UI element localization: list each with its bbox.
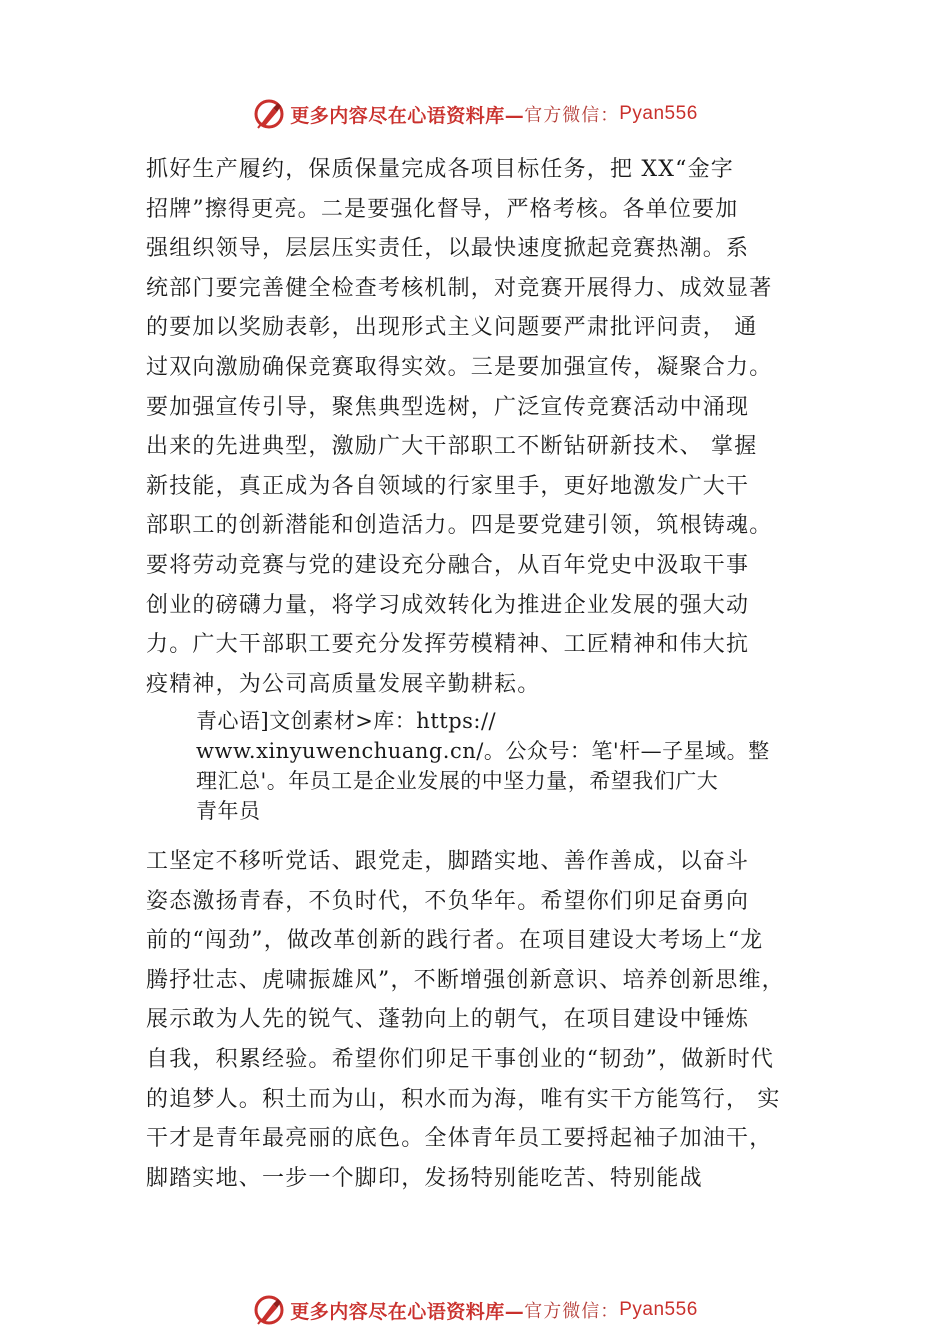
- paragraph-line: 力。广大干部职工要充分发挥劳模精神、工匠精神和伟大抗: [146, 632, 750, 658]
- paragraph-line: 要将劳动竞赛与党的建设充分融合，从百年党史中汲取干事: [146, 552, 750, 578]
- note-line: 理汇总'。年员工是企业发展的中坚力量，希望我们广大: [196, 769, 719, 793]
- paragraph-line: 姿态激扬青春，不负时代，不负华年。希望你们卯足奋勇向: [146, 888, 750, 914]
- paragraph-line: 的追梦人。积土而为山，积水而为海，唯有实干方能笃行， 实: [146, 1086, 781, 1112]
- paragraph-line: 要加强宣传引导，聚焦典型选树，广泛宣传竞赛活动中涌现: [146, 394, 750, 420]
- paragraph-line: 工坚定不移听党话、跟党走，脚踏实地、善作善成，以奋斗: [146, 849, 750, 874]
- paragraph-line: 新技能，真正成为各自领域的行家里手，更好地激发广大干: [146, 473, 750, 499]
- paragraph-line: 统部门要完善健全检查考核机制，对竞赛开展得力、成效显著: [146, 275, 773, 301]
- body-paragraph-1: [146, 150, 836, 704]
- header-wechat-label: 官方微信：: [524, 105, 620, 126]
- header-banner-text: 更多内容尽在心语资料库—: [290, 104, 525, 127]
- paragraph-line: 干才是青年最亮丽的底色。全体青年员工要捋起袖子加油干，: [146, 1126, 773, 1152]
- header-wechat-id: Pyan556: [619, 103, 698, 124]
- paragraph-line: 腾抒壮志、虎啸振雄风”，不断增强创新意识、培养创新思维，: [146, 967, 785, 993]
- paragraph-line: 招牌”擦得更亮。二是要强化督导，严格考核。各单位要加: [146, 196, 739, 222]
- paragraph-line: 自我，积累经验。希望你们卯足干事创业的“韧劲”，做新时代: [146, 1046, 775, 1072]
- body-paragraph-2: [146, 842, 836, 1198]
- footer-banner-text: 更多内容尽在心语资料库—: [290, 1300, 525, 1323]
- paragraph-line: 强组织领导，层层压实责任，以最快速度掀起竞赛热潮。系: [146, 236, 750, 262]
- note-line: 青年员: [196, 799, 261, 823]
- note-line: 青心语]文创素材>库：https://: [196, 709, 497, 733]
- paragraph-line: 创业的磅礴力量，将学习成效转化为推进企业发展的强大动: [146, 592, 750, 618]
- paragraph-line: 前的“闯劲”，做改革创新的践行者。在项目建设大考场上“龙: [146, 928, 764, 954]
- pen-nib-logo-icon: [252, 1293, 286, 1327]
- header-banner: [0, 94, 950, 134]
- paragraph-line: 疫精神，为公司高质量发展辛勤耕耘。: [146, 671, 541, 697]
- paragraph-line: 展示敢为人先的锐气、蓬勃向上的朝气，在项目建设中锤炼: [146, 1007, 750, 1033]
- paragraph-line: 过双向激励确保竞赛取得实效。三是要加强宣传，凝聚合力。: [146, 354, 773, 380]
- footer-wechat-label: 官方微信：: [524, 1301, 620, 1322]
- source-note: [196, 706, 836, 826]
- pen-nib-logo-icon: [252, 97, 286, 131]
- paragraph-line: 的要加以奖励表彰，出现形式主义问题要严肃批评问责， 通: [146, 315, 758, 341]
- paragraph-line: 抓好生产履约，保质保量完成各项目标任务，把 XX“金字: [146, 157, 734, 182]
- paragraph-line: 脚踏实地、一步一个脚印，发扬特别能吃苦、特别能战: [146, 1165, 703, 1191]
- paragraph-line: 部职工的创新潜能和创造活力。四是要党建引领，筑根铸魂。: [146, 513, 773, 539]
- note-line: www.xinyuwenchuang.cn/。公众号：笔'杆—子星域。整: [196, 739, 770, 763]
- footer-banner: [0, 1290, 950, 1330]
- footer-wechat-id: Pyan556: [619, 1299, 698, 1320]
- paragraph-line: 出来的先进典型，激励广大干部职工不断钻研新技术、 掌握: [146, 434, 758, 460]
